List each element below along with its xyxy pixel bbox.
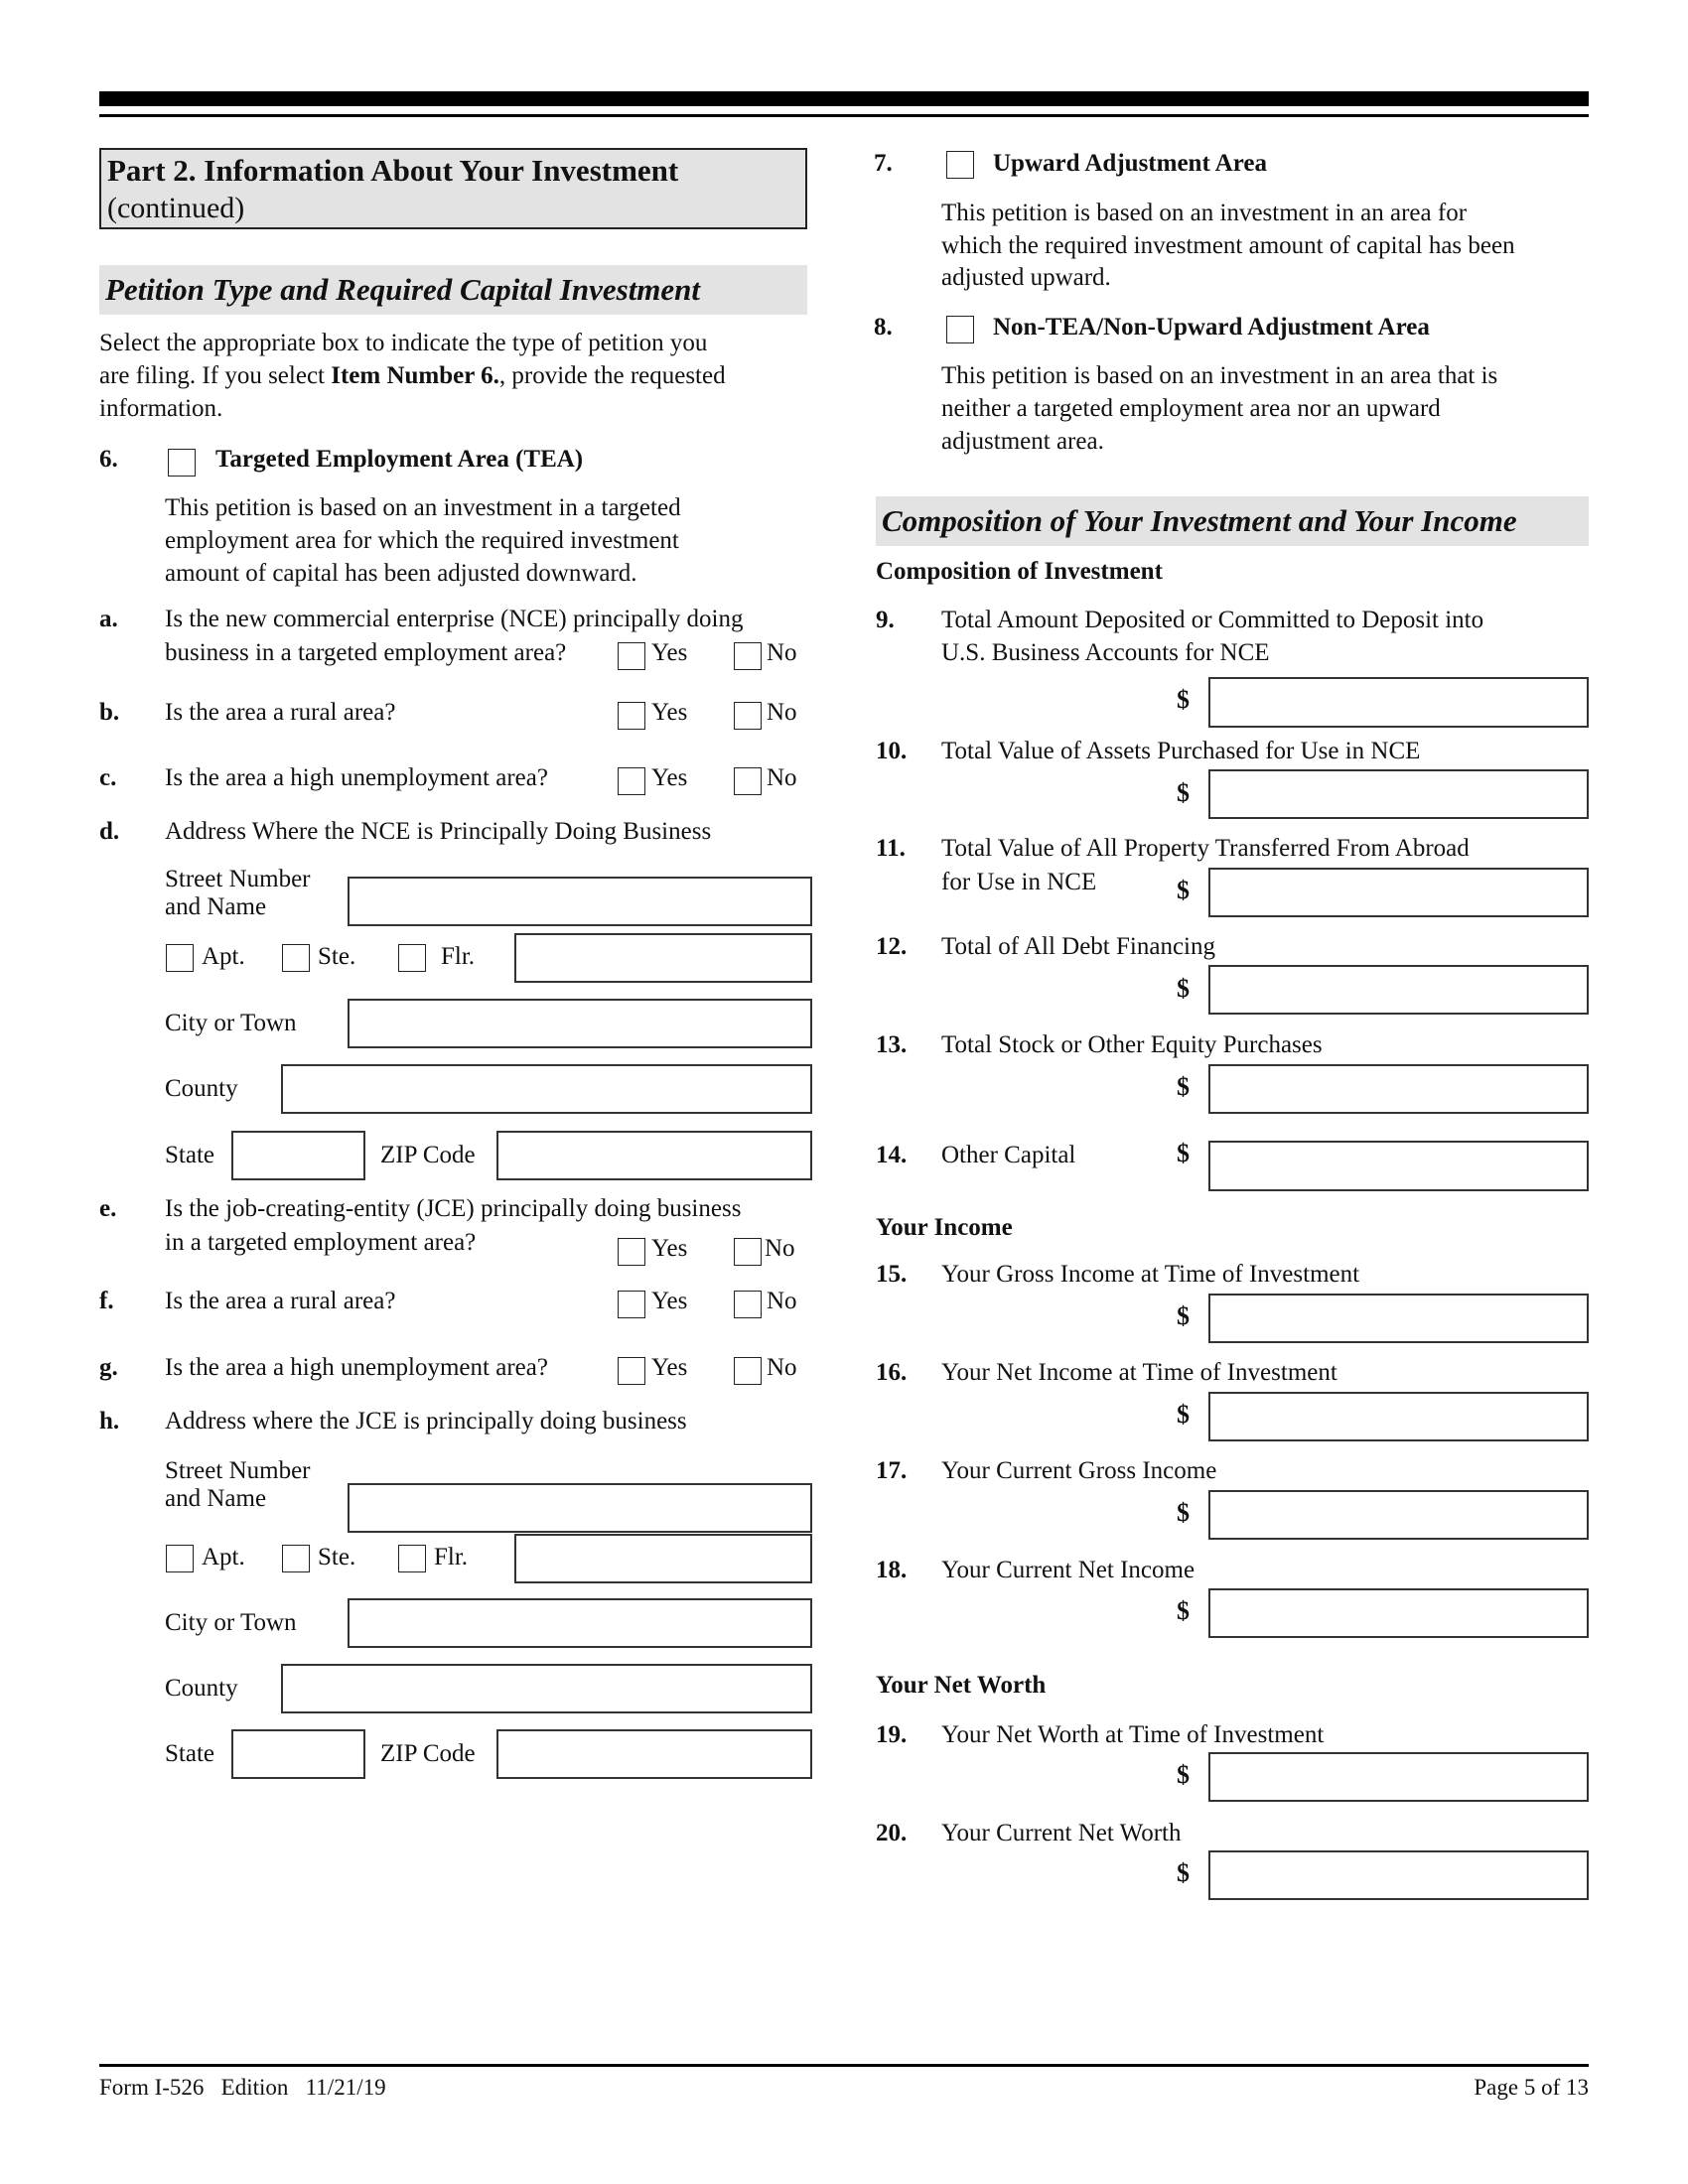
item-14-number: 14. [876,1142,908,1168]
intro-text-fragment: , provide the requested [498,362,726,389]
question-e-letter: e. [99,1195,117,1222]
item-13-number: 13. [876,1031,908,1058]
item-16-amount-input[interactable] [1208,1392,1589,1441]
item-13-amount-input[interactable] [1208,1064,1589,1114]
item-18-amount-input[interactable] [1208,1588,1589,1638]
zip-label: ZIP Code [380,1740,476,1767]
item-7-number: 7. [874,150,893,177]
item-10-label: Total Value of Assets Purchased for Use in NCE [941,738,1421,764]
item-12-label: Total of All Debt Financing [941,933,1215,960]
item-9-label: Total Amount Deposited or Committed to Deposit into [941,607,1484,633]
question-f-letter: f. [99,1288,114,1314]
item-9-amount-input[interactable] [1208,677,1589,728]
item-8-description-line: This petition is based on an investment in an area that is [941,362,1498,389]
question-g-yes-checkbox[interactable] [618,1357,645,1385]
dollar-sign: $ [1177,685,1190,714]
nce-city-input[interactable] [348,999,812,1048]
item-10-number: 10. [876,738,908,764]
item-6-description-line: This petition is based on an investment in a targeted [165,494,681,521]
nce-flr-checkbox[interactable] [398,944,426,972]
item-8-number: 8. [874,314,893,341]
item-19-number: 19. [876,1721,908,1748]
item-12-amount-input[interactable] [1208,965,1589,1015]
subheading-your-net-worth: Your Net Worth [876,1672,1047,1699]
header-thin-rule [99,114,1589,117]
question-b-text: Is the area a rural area? [165,699,396,726]
question-a-text: Is the new commercial enterprise (NCE) principally doing [165,606,744,632]
item-6-label: Targeted Employment Area (TEA) [215,446,584,473]
question-a-text: business in a targeted employment area? [165,639,567,666]
jce-city-input[interactable] [348,1598,812,1648]
dollar-sign: $ [1177,1139,1190,1167]
item-18-label: Your Current Net Income [941,1557,1196,1583]
question-g-no-label: No [767,1354,797,1381]
question-f-text: Is the area a rural area? [165,1288,396,1314]
nce-apt-checkbox[interactable] [166,944,194,972]
question-a-no-label: No [767,639,797,666]
city-label: City or Town [165,1010,297,1036]
zip-label: ZIP Code [380,1142,476,1168]
jce-unit-number-input[interactable] [514,1534,812,1583]
item-17-amount-input[interactable] [1208,1490,1589,1540]
item-11-label: for Use in NCE [941,869,1097,895]
intro-text-fragment: are filing. If you select [99,362,332,389]
header-thick-rule [99,91,1589,106]
item-8-non-tea-checkbox[interactable] [946,316,974,343]
item-20-number: 20. [876,1820,908,1846]
intro-text-line-2 [99,359,726,392]
item-7-upward-checkbox[interactable] [946,151,974,179]
question-g-no-checkbox[interactable] [734,1357,762,1385]
question-a-yes-label: Yes [651,639,688,666]
nce-state-input[interactable] [231,1131,365,1180]
item-7-description-line: adjusted upward. [941,264,1111,291]
item-11-number: 11. [876,835,906,862]
question-c-yes-label: Yes [651,764,688,791]
jce-zip-input[interactable] [496,1729,812,1779]
nce-county-input[interactable] [281,1064,812,1114]
ste-label: Ste. [318,943,356,970]
question-b-letter: b. [99,699,120,726]
item-20-label: Your Current Net Worth [941,1820,1182,1846]
nce-street-input[interactable] [348,877,812,926]
item-15-label: Your Gross Income at Time of Investment [941,1261,1360,1288]
question-b-yes-label: Yes [651,699,688,726]
item-14-amount-input[interactable] [1208,1141,1589,1191]
item-12-number: 12. [876,933,908,960]
apt-label: Apt. [202,1544,245,1570]
item-19-label: Your Net Worth at Time of Investment [941,1721,1325,1748]
item-7-description-line: which the required investment amount of capital has been [941,232,1515,259]
dollar-sign: $ [1177,1400,1190,1429]
street-label: and Name [165,893,267,920]
apt-label: Apt. [202,943,245,970]
jce-apt-checkbox[interactable] [166,1545,194,1572]
item-17-number: 17. [876,1457,908,1484]
county-label: County [165,1075,238,1102]
dollar-sign: $ [1177,974,1190,1003]
state-label: State [165,1142,214,1168]
question-e-yes-label: Yes [651,1235,688,1262]
item-14-label: Other Capital [941,1142,1076,1168]
jce-county-input[interactable] [281,1664,812,1713]
item-13-label: Total Stock or Other Equity Purchases [941,1031,1323,1058]
question-f-no-label: No [767,1288,797,1314]
street-label: and Name [165,1485,267,1512]
item-18-number: 18. [876,1557,908,1583]
question-b-no-checkbox[interactable] [734,702,762,730]
question-e-no-checkbox[interactable] [734,1238,762,1266]
section-heading-petition-type: Petition Type and Required Capital Investment [99,265,807,315]
section-heading-composition: Composition of Your Investment and Your Income [876,496,1589,546]
question-c-no-checkbox[interactable] [734,767,762,795]
question-g-text: Is the area a high unemployment area? [165,1354,548,1381]
item-6-number: 6. [99,446,118,473]
item-20-amount-input[interactable] [1208,1850,1589,1900]
item-10-amount-input[interactable] [1208,769,1589,819]
dollar-sign: $ [1177,1072,1190,1101]
jce-ste-checkbox[interactable] [282,1545,310,1572]
question-g-letter: g. [99,1354,118,1381]
footer-edition-date: 11/21/19 [305,2075,386,2100]
question-f-no-checkbox[interactable] [734,1291,762,1318]
city-label: City or Town [165,1609,297,1636]
part-header [99,148,807,229]
footer-page-number: Page 5 of 13 [1474,2075,1589,2100]
street-label: Street Number [165,866,311,892]
question-b-yes-checkbox[interactable] [618,702,645,730]
item-9-label: U.S. Business Accounts for NCE [941,639,1270,666]
question-c-yes-checkbox[interactable] [618,767,645,795]
county-label: County [165,1675,238,1702]
dollar-sign: $ [1177,1760,1190,1789]
question-a-letter: a. [99,606,118,632]
item-8-description-line: neither a targeted employment area nor an upward [941,395,1441,422]
question-c-text: Is the area a high unemployment area? [165,764,548,791]
item-7-label: Upward Adjustment Area [993,150,1267,177]
footer-edition-label: Edition [220,2075,289,2100]
subheading-your-income: Your Income [876,1214,1013,1241]
part-title: Part 2. Information About Your Investment [107,153,679,188]
question-e-yes-checkbox[interactable] [618,1238,645,1266]
nce-zip-input[interactable] [496,1131,812,1180]
question-c-letter: c. [99,764,117,791]
item-15-number: 15. [876,1261,908,1288]
item-8-label: Non-TEA/Non-Upward Adjustment Area [993,314,1430,341]
question-e-no-label: No [765,1235,795,1262]
item-16-number: 16. [876,1359,908,1386]
question-f-yes-label: Yes [651,1288,688,1314]
item-7-description-line: This petition is based on an investment in an area for [941,200,1468,226]
question-a-yes-checkbox[interactable] [618,642,645,670]
question-b-no-label: No [767,699,797,726]
question-a-no-checkbox[interactable] [734,642,762,670]
question-f-yes-checkbox[interactable] [618,1291,645,1318]
item-15-amount-input[interactable] [1208,1294,1589,1343]
jce-flr-checkbox[interactable] [398,1545,426,1572]
address-jce-title: Address where the JCE is principally doing business [165,1408,687,1434]
nce-ste-checkbox[interactable] [282,944,310,972]
item-17-label: Your Current Gross Income [941,1457,1217,1484]
subheading-composition-of-investment: Composition of Investment [876,558,1163,585]
dollar-sign: $ [1177,876,1190,904]
item-6-description-line: amount of capital has been adjusted downward. [165,560,637,587]
item-19-amount-input[interactable] [1208,1752,1589,1802]
dollar-sign: $ [1177,778,1190,807]
footer-form-number: Form I-526 [99,2075,205,2100]
question-c-no-label: No [767,764,797,791]
part-subtitle: (continued) [107,192,245,224]
street-label: Street Number [165,1457,311,1484]
flr-label: Flr. [434,1544,469,1570]
jce-street-input[interactable] [348,1483,812,1533]
address-jce-letter: h. [99,1408,120,1434]
footer-form-info [99,2071,386,2104]
item-16-label: Your Net Income at Time of Investment [941,1359,1337,1386]
item-9-number: 9. [876,607,895,633]
item-6-description-line: employment area for which the required investment [165,527,679,554]
intro-text-line-1: Select the appropriate box to indicate the type of petition you [99,330,708,356]
nce-unit-number-input[interactable] [514,933,812,983]
flr-label: Flr. [441,943,476,970]
intro-text-line-3: information. [99,395,223,422]
question-g-yes-label: Yes [651,1354,688,1381]
item-11-amount-input[interactable] [1208,868,1589,917]
item-11-label: Total Value of All Property Transferred From Abroad [941,835,1470,862]
intro-item-reference: Item Number 6. [331,362,499,389]
dollar-sign: $ [1177,1858,1190,1887]
item-8-description-line: adjustment area. [941,428,1104,455]
dollar-sign: $ [1177,1596,1190,1625]
address-nce-letter: d. [99,818,120,845]
address-nce-title: Address Where the NCE is Principally Doing Business [165,818,712,845]
question-e-text: Is the job-creating-entity (JCE) principally doing business [165,1195,742,1222]
item-6-tea-checkbox[interactable] [168,449,196,477]
question-e-text: in a targeted employment area? [165,1229,477,1256]
ste-label: Ste. [318,1544,356,1570]
jce-state-input[interactable] [231,1729,365,1779]
dollar-sign: $ [1177,1301,1190,1330]
state-label: State [165,1740,214,1767]
footer-rule [99,2064,1589,2067]
dollar-sign: $ [1177,1498,1190,1527]
